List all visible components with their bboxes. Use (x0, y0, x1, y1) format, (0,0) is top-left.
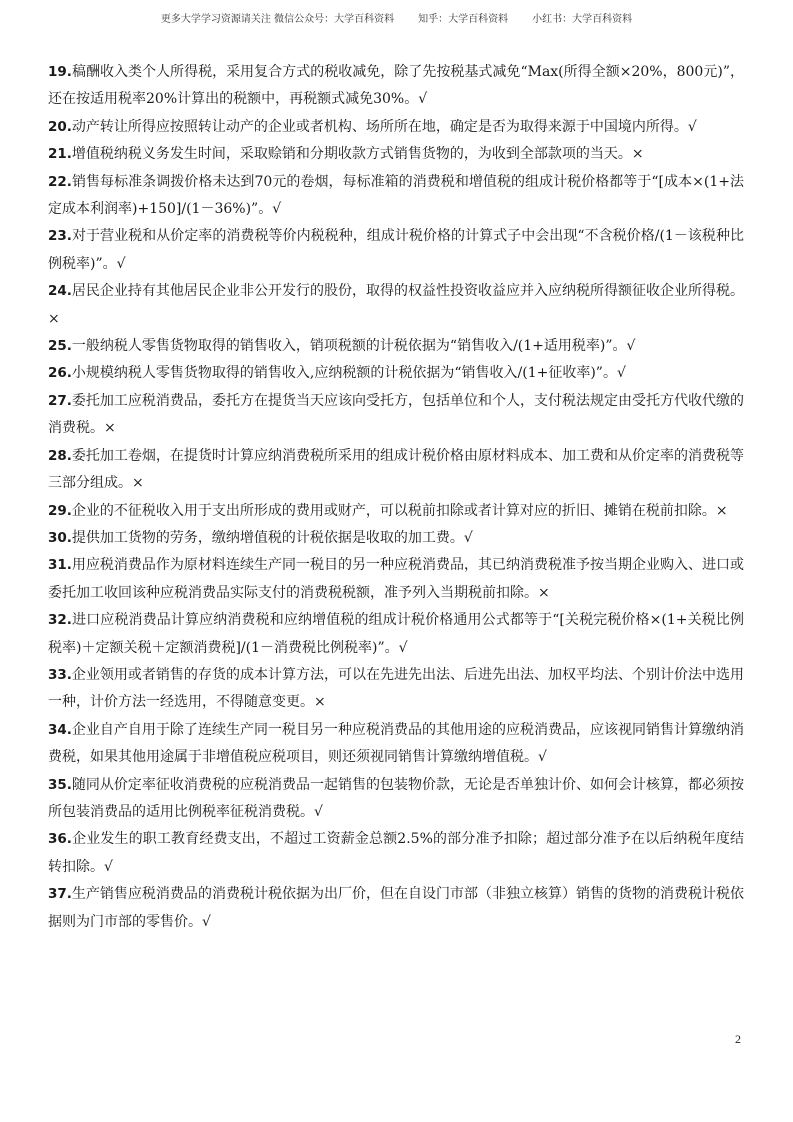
item-text: 进口应税消费品计算应纳消费税和应纳增值税的组成计税价格通用公式都等于“[关税完税价格×(1+关税比例税率)＋定额关税＋定额消费税]/(1－消费税比例税率)”。√ (48, 612, 744, 656)
list-item (48, 114, 744, 141)
item-number: 37. (48, 886, 72, 903)
item-text: 企业自产自用于除了连续生产同一税目另一种应税消费品的其他用途的应税消费品，应该视同销售计算缴纳消费税，如果其他用途属于非增值税应税项目，则还须视同销售计算缴纳增值税。√ (48, 721, 744, 766)
list-item (48, 333, 744, 360)
list-item (48, 552, 744, 607)
item-text: 委托加工卷烟，在提货时计算应纳消费税所采用的组成计税价格由原材料成本、加工费和从价定率的消费税等三部分组成。× (48, 447, 744, 492)
page-number: 2 (735, 1032, 741, 1046)
list-item (48, 278, 744, 333)
header-xiaohongshu-text: 小红书：大学百科资料 (532, 14, 633, 25)
item-text: 委托加工应税消费品，委托方在提货当天应该向受托方，包括单位和个人，支付税法规定由受托方代收代缴的消费税。× (48, 392, 744, 437)
item-number: 31. (48, 557, 72, 574)
list-item (48, 525, 744, 552)
list-item (48, 607, 744, 662)
item-number: 20. (48, 118, 72, 135)
item-text: 居民企业持有其他居民企业非公开发行的股份，取得的权益性投资收益应并入应纳税所得额征收企业所得税。× (48, 283, 744, 327)
item-text: 稿酬收入类个人所得税，采用复合方式的税收减免，除了先按税基式减免“Max(所得全额×20%，800元)”，还在按适用税率20%计算出的税额中，再税额式减免30%。√ (48, 64, 744, 108)
item-text: 企业发生的职工教育经费支出，不超过工资薪金总额2.5%的部分准予扣除；超过部分准予在以后纳税年度结转扣除。√ (48, 831, 744, 875)
header-wechat-text: 更多大学学习资源请关注 微信公众号：大学百科资料 (160, 14, 395, 25)
item-text: 用应税消费品作为原材料连续生产同一税目的另一种应税消费品，其已纳消费税准予按当期企业购入、进口或委托加工收回该种应税消费品实际支付的消费税税额，准予列入当期税前扣除。× (48, 557, 744, 601)
list-item (48, 498, 744, 525)
item-number: 19. (48, 64, 72, 80)
list-item (48, 443, 744, 498)
item-number: 29. (48, 502, 72, 519)
item-number: 24. (48, 283, 72, 300)
item-number: 22. (48, 173, 72, 190)
list-item (48, 826, 744, 881)
item-text: 企业的不征税收入用于支出所形成的费用或财产，可以税前扣除或者计算对应的折旧、摊销在税前扣除。× (71, 502, 728, 519)
item-number: 21. (48, 146, 72, 163)
item-number: 35. (48, 776, 72, 793)
item-text: 动产转让所得应按照转让动产的企业或者机构、场所所在地，确定是否为取得来源于中国境内所得。√ (71, 118, 697, 135)
header-zhihu-text: 知乎：大学百科资料 (418, 14, 509, 25)
list-item (48, 388, 744, 443)
item-text: 对于营业税和从价定率的消费税等价内税税种，组成计税价格的计算式子中会出现“不含税价格/(1－该税种比例税率)”。√ (48, 228, 744, 272)
item-number: 28. (48, 447, 72, 464)
item-number: 32. (48, 612, 72, 629)
list-item (48, 360, 744, 387)
item-number: 27. (48, 392, 72, 409)
question-list (48, 59, 744, 936)
item-text: 企业领用或者销售的存货的成本计算方法，可以在先进先出法、后进先出法、加权平均法、个别计价法中选用一种，计价方法一经选用，不得随意变更。× (48, 666, 744, 711)
item-number: 36. (48, 831, 72, 848)
item-text: 一般纳税人零售货物取得的销售收入，销项税额的计税依据为“销售收入/(1+适用税率)”。√ (71, 338, 636, 355)
list-item (48, 223, 744, 278)
list-item (48, 169, 744, 224)
list-item (48, 59, 744, 114)
list-item (48, 881, 744, 936)
item-text: 小规模纳税人零售货物取得的销售收入,应纳税额的计税依据为“销售收入/(1+征收率)”。√ (71, 365, 626, 382)
item-text: 增值税纳税义务发生时间，采取赊销和分期收款方式销售货物的，为收到全部款项的当天。× (71, 146, 644, 163)
item-text: 销售每标准条调拨价格未达到70元的卷烟，每标准箱的消费税和增值税的组成计税价格都等于“[成本×(1+法定成本利润率)+150]/(1－36%)”。√ (48, 173, 744, 218)
item-text: 提供加工货物的劳务，缴纳增值税的计税依据是收取的加工费。√ (71, 529, 473, 546)
item-number: 26. (48, 365, 72, 382)
item-number: 30. (48, 529, 72, 546)
item-text: 随同从价定率征收消费税的应税消费品一起销售的包装物价款，无论是否单独计价、如何会计核算，都必须按所包装消费品的适用比例税率征税消费税。√ (48, 776, 744, 820)
list-item (48, 141, 744, 168)
item-text: 生产销售应税消费品的消费税计税依据为出厂价，但在自设门市部（非独立核算）销售的货物的消费税计税依据则为门市部的零售价。√ (48, 886, 744, 930)
page-header (0, 10, 793, 25)
item-number: 25. (48, 338, 72, 355)
list-item (48, 772, 744, 827)
list-item (48, 662, 744, 717)
list-item (48, 717, 744, 772)
item-number: 34. (48, 721, 72, 738)
item-number: 33. (48, 666, 72, 683)
item-number: 23. (48, 228, 72, 245)
